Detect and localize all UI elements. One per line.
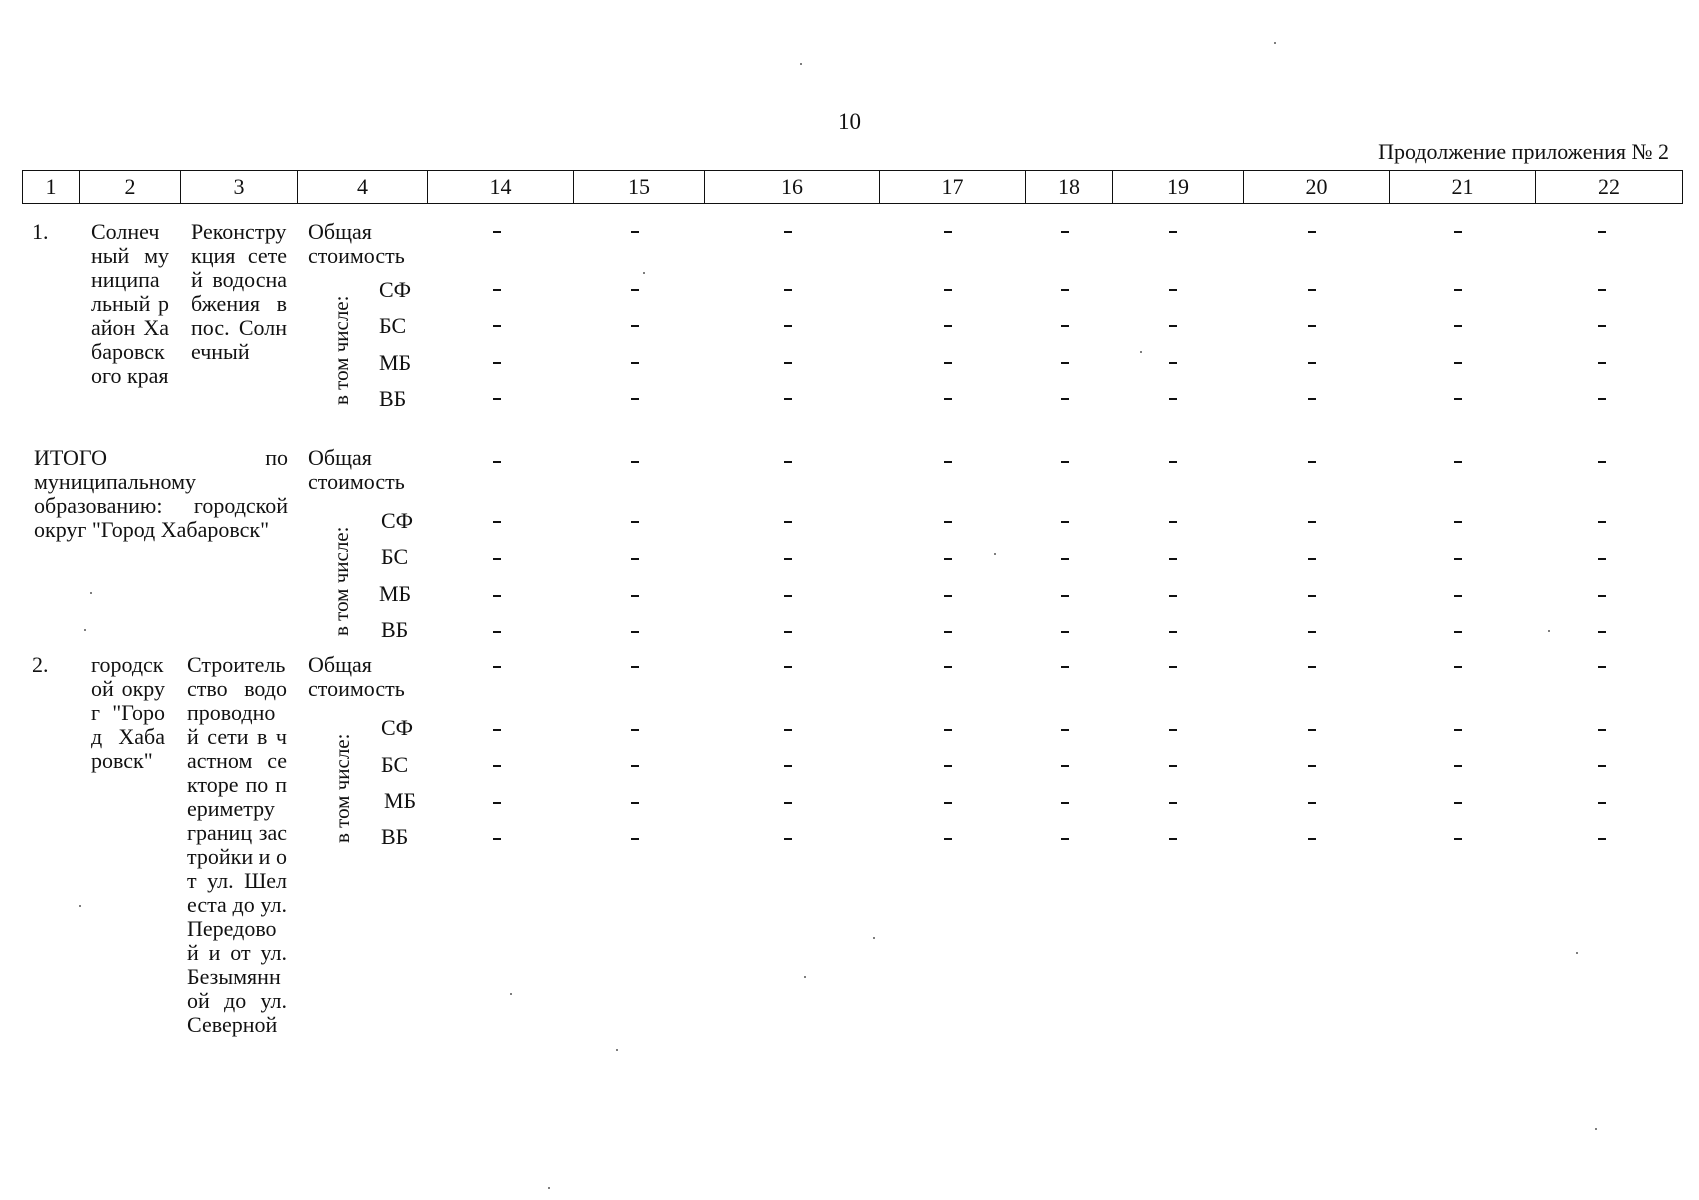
total-cost-label-3: Общая стоимость: [308, 652, 405, 701]
empty-value-dash: [784, 666, 792, 668]
empty-value-dash: [784, 325, 792, 327]
empty-value-dash: [1061, 461, 1069, 463]
empty-value-dash: [493, 461, 501, 463]
empty-value-dash: [493, 398, 501, 400]
empty-value-dash: [784, 838, 792, 840]
empty-value-dash: [1454, 398, 1462, 400]
source-label-sf-1: СФ: [379, 277, 412, 302]
source-label-bs-3: БС: [381, 752, 409, 777]
empty-value-dash: [1454, 521, 1462, 523]
empty-value-dash: [1061, 631, 1069, 633]
empty-value-dash: [631, 666, 639, 668]
empty-value-dash: [493, 325, 501, 327]
scan-speck: [548, 1187, 550, 1189]
empty-value-dash: [944, 521, 952, 523]
empty-value-dash: [631, 802, 639, 804]
empty-value-dash: [1454, 558, 1462, 560]
empty-value-dash: [493, 765, 501, 767]
scan-speck: [804, 976, 806, 978]
column-number-3: 3: [181, 171, 298, 204]
scan-speck: [616, 1049, 618, 1051]
empty-value-dash: [1061, 666, 1069, 668]
column-number-2: 2: [80, 171, 181, 204]
empty-value-dash: [1308, 398, 1316, 400]
column-number-14: 14: [428, 171, 574, 204]
source-label-sf-3: СФ: [381, 715, 414, 740]
column-number-17: 17: [880, 171, 1026, 204]
empty-value-dash: [784, 398, 792, 400]
empty-value-dash: [1169, 521, 1177, 523]
empty-value-dash: [1598, 765, 1606, 767]
scan-speck: [1595, 1128, 1597, 1130]
column-number-18: 18: [1026, 171, 1113, 204]
empty-value-dash: [784, 289, 792, 291]
scan-speck: [510, 993, 512, 995]
scan-speck: [1576, 952, 1578, 954]
including-label-3: в том числе:: [330, 733, 354, 843]
empty-value-dash: [631, 729, 639, 731]
source-label-bs-1: БС: [379, 313, 407, 338]
empty-value-dash: [631, 398, 639, 400]
empty-value-dash: [944, 838, 952, 840]
empty-value-dash: [1169, 461, 1177, 463]
empty-value-dash: [631, 231, 639, 233]
empty-value-dash: [631, 521, 639, 523]
empty-value-dash: [1598, 595, 1606, 597]
empty-value-dash: [1598, 325, 1606, 327]
total-label: ИТОГО по муниципальному образованию: городской округ "Город Хабаровск": [34, 445, 288, 542]
empty-value-dash: [784, 729, 792, 731]
empty-value-dash: [944, 631, 952, 633]
appendix-caption: Продолжение приложения № 2: [1378, 139, 1669, 164]
scan-speck: [873, 937, 875, 939]
empty-value-dash: [1454, 666, 1462, 668]
empty-value-dash: [944, 325, 952, 327]
empty-value-dash: [784, 231, 792, 233]
column-number-22: 22: [1536, 171, 1683, 204]
total-cost-label-2: Общая стоимость: [308, 445, 405, 494]
empty-value-dash: [1308, 595, 1316, 597]
page-number: 10: [838, 109, 861, 134]
empty-value-dash: [1454, 765, 1462, 767]
empty-value-dash: [1454, 802, 1462, 804]
empty-value-dash: [493, 231, 501, 233]
empty-value-dash: [944, 666, 952, 668]
empty-value-dash: [631, 461, 639, 463]
source-label-vb-1: ВБ: [379, 386, 407, 411]
empty-value-dash: [784, 595, 792, 597]
empty-value-dash: [1598, 398, 1606, 400]
empty-value-dash: [1454, 325, 1462, 327]
empty-value-dash: [1598, 802, 1606, 804]
including-label-1: в том числе:: [329, 295, 353, 405]
empty-value-dash: [944, 289, 952, 291]
empty-value-dash: [1454, 631, 1462, 633]
empty-value-dash: [1061, 325, 1069, 327]
empty-value-dash: [631, 325, 639, 327]
column-number-16: 16: [705, 171, 880, 204]
column-number-21: 21: [1390, 171, 1536, 204]
scan-speck: [79, 905, 81, 907]
empty-value-dash: [784, 521, 792, 523]
empty-value-dash: [1169, 398, 1177, 400]
empty-value-dash: [493, 802, 501, 804]
empty-value-dash: [1169, 802, 1177, 804]
including-label-2: в том числе:: [329, 526, 353, 636]
empty-value-dash: [493, 631, 501, 633]
column-header-row: [22, 170, 1683, 204]
empty-value-dash: [1169, 362, 1177, 364]
empty-value-dash: [631, 595, 639, 597]
empty-value-dash: [1598, 362, 1606, 364]
empty-value-dash: [493, 666, 501, 668]
empty-value-dash: [784, 802, 792, 804]
empty-value-dash: [1308, 765, 1316, 767]
empty-value-dash: [1308, 838, 1316, 840]
scan-speck: [1140, 351, 1142, 353]
empty-value-dash: [1061, 729, 1069, 731]
empty-value-dash: [493, 595, 501, 597]
object-name-2: Строительство водопроводной сети в частном секторе по периметру границ застройки и от ул. Шелеста до ул. Передовой и от ул. Безымянной до ул. Северной: [187, 652, 287, 1037]
empty-value-dash: [1454, 461, 1462, 463]
empty-value-dash: [944, 461, 952, 463]
empty-value-dash: [1454, 595, 1462, 597]
source-label-bs-2: БС: [381, 544, 409, 569]
empty-value-dash: [493, 521, 501, 523]
empty-value-dash: [944, 362, 952, 364]
empty-value-dash: [493, 838, 501, 840]
municipality-name-2: городской округ "Город Хабаровск": [91, 652, 165, 773]
empty-value-dash: [1061, 362, 1069, 364]
empty-value-dash: [1169, 558, 1177, 560]
empty-value-dash: [631, 631, 639, 633]
empty-value-dash: [1454, 362, 1462, 364]
empty-value-dash: [1598, 666, 1606, 668]
total-cost-label-1: Общая стоимость: [308, 219, 405, 268]
empty-value-dash: [1308, 729, 1316, 731]
empty-value-dash: [1061, 521, 1069, 523]
empty-value-dash: [1061, 398, 1069, 400]
empty-value-dash: [1454, 289, 1462, 291]
scan-speck: [1274, 42, 1276, 44]
empty-value-dash: [1169, 765, 1177, 767]
empty-value-dash: [1061, 558, 1069, 560]
scan-speck: [643, 272, 645, 274]
scan-speck: [1548, 630, 1550, 632]
empty-value-dash: [1169, 838, 1177, 840]
empty-value-dash: [1598, 461, 1606, 463]
empty-value-dash: [1169, 231, 1177, 233]
empty-value-dash: [1169, 729, 1177, 731]
empty-value-dash: [1308, 461, 1316, 463]
empty-value-dash: [944, 231, 952, 233]
source-label-sf-2: СФ: [381, 508, 414, 533]
empty-value-dash: [1061, 595, 1069, 597]
empty-value-dash: [1169, 325, 1177, 327]
row-number-1: 1.: [32, 219, 49, 244]
empty-value-dash: [784, 765, 792, 767]
scan-speck: [800, 63, 802, 65]
empty-value-dash: [493, 289, 501, 291]
column-number-20: 20: [1244, 171, 1390, 204]
scan-speck: [994, 553, 996, 555]
empty-value-dash: [944, 765, 952, 767]
empty-value-dash: [1169, 595, 1177, 597]
empty-value-dash: [631, 558, 639, 560]
empty-value-dash: [784, 362, 792, 364]
empty-value-dash: [1169, 289, 1177, 291]
empty-value-dash: [631, 765, 639, 767]
empty-value-dash: [1598, 838, 1606, 840]
source-label-vb-3: ВБ: [381, 824, 409, 849]
municipality-name-1: Солнечный муниципальный район Хабаровского края: [91, 219, 169, 388]
empty-value-dash: [784, 461, 792, 463]
empty-value-dash: [1454, 231, 1462, 233]
empty-value-dash: [1308, 631, 1316, 633]
source-label-mb-2: МБ: [379, 581, 412, 606]
column-number-1: 1: [23, 171, 80, 204]
empty-value-dash: [1308, 289, 1316, 291]
empty-value-dash: [1308, 231, 1316, 233]
scan-speck: [84, 629, 86, 631]
empty-value-dash: [1169, 666, 1177, 668]
empty-value-dash: [1308, 666, 1316, 668]
empty-value-dash: [1308, 558, 1316, 560]
empty-value-dash: [784, 631, 792, 633]
empty-value-dash: [944, 595, 952, 597]
empty-value-dash: [1308, 802, 1316, 804]
empty-value-dash: [493, 558, 501, 560]
empty-value-dash: [784, 558, 792, 560]
empty-value-dash: [944, 558, 952, 560]
empty-value-dash: [1598, 289, 1606, 291]
empty-value-dash: [1308, 325, 1316, 327]
empty-value-dash: [493, 362, 501, 364]
empty-value-dash: [631, 289, 639, 291]
empty-value-dash: [944, 398, 952, 400]
empty-value-dash: [1061, 765, 1069, 767]
object-name-1: Реконструкция сетей водоснабжения в пос. Солнечный: [191, 219, 287, 364]
empty-value-dash: [1061, 289, 1069, 291]
scan-speck: [90, 592, 92, 594]
empty-value-dash: [1598, 558, 1606, 560]
column-number-19: 19: [1113, 171, 1244, 204]
empty-value-dash: [1454, 838, 1462, 840]
empty-value-dash: [1598, 729, 1606, 731]
row-number-2: 2.: [32, 652, 49, 677]
empty-value-dash: [1308, 362, 1316, 364]
source-label-mb-1: МБ: [379, 350, 412, 375]
empty-value-dash: [1598, 231, 1606, 233]
column-number-4: 4: [298, 171, 428, 204]
empty-value-dash: [1061, 838, 1069, 840]
source-label-vb-2: ВБ: [381, 617, 409, 642]
empty-value-dash: [1061, 231, 1069, 233]
empty-value-dash: [1308, 521, 1316, 523]
empty-value-dash: [493, 729, 501, 731]
empty-value-dash: [944, 729, 952, 731]
empty-value-dash: [631, 838, 639, 840]
empty-value-dash: [1598, 521, 1606, 523]
empty-value-dash: [1598, 631, 1606, 633]
empty-value-dash: [1061, 802, 1069, 804]
source-label-mb-3: МБ: [384, 788, 417, 813]
empty-value-dash: [1454, 729, 1462, 731]
empty-value-dash: [1169, 631, 1177, 633]
empty-value-dash: [944, 802, 952, 804]
column-number-15: 15: [574, 171, 705, 204]
empty-value-dash: [631, 362, 639, 364]
